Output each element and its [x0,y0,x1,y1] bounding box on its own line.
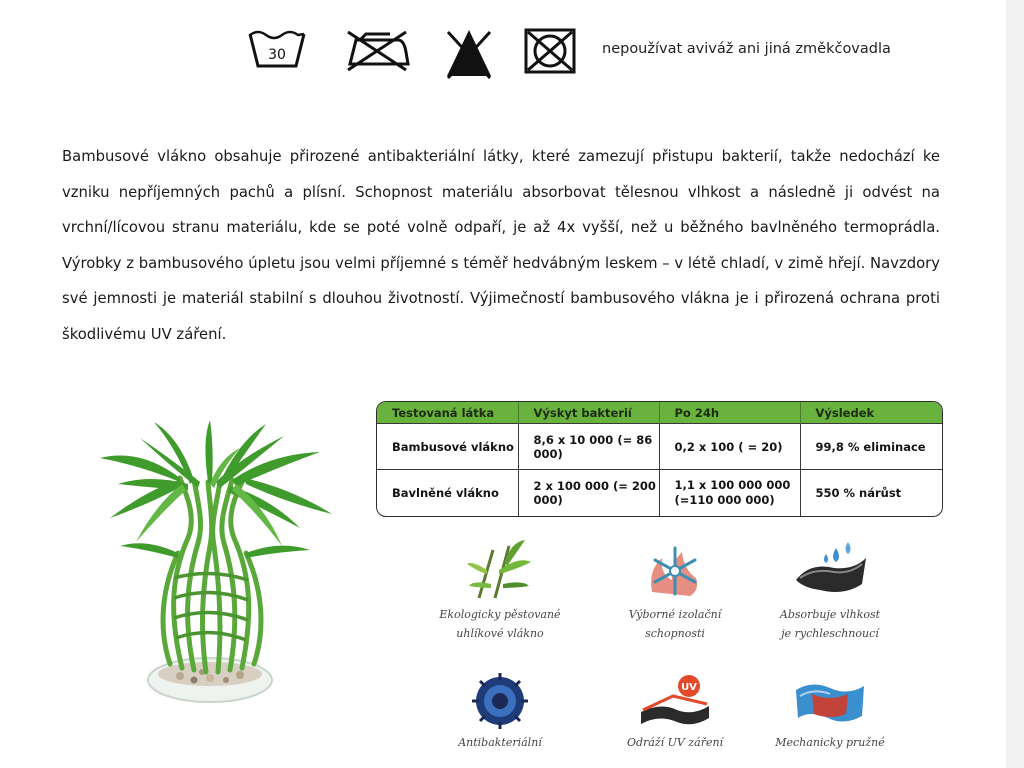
right-edge-strip [1006,0,1024,768]
feature-item [750,672,910,752]
table-cell: 550 % nárůst [800,470,942,516]
uv-shield-icon [637,672,713,730]
no-bleach-icon [444,26,494,80]
no-tumble-dry-icon [522,26,578,76]
table-header-cell: Výsledek [800,402,942,424]
table-cell: Bavlněné vlákno [377,470,518,516]
table-header-cell: Výskyt bakterií [518,402,659,424]
svg-text:30: 30 [268,47,286,63]
bamboo-plant-image [70,418,360,718]
feature-item [595,540,755,643]
elastic-fabric-icon [792,672,868,730]
care-symbols [246,26,926,82]
table-cell: 0,2 x 100 ( = 20) [659,424,800,470]
feature-label: Výborné izolační schopnosti [628,608,722,640]
feature-item [750,540,910,643]
table-row [377,470,942,516]
svg-text:UV: UV [681,682,697,693]
table-cell: 8,6 x 10 000 (= 86 000) [518,424,659,470]
care-note: nepoužívat aviváž ani jiná změkčovadla [602,41,891,57]
description-paragraph: Bambusové vlákno obsahuje přirozené antibakteriální látky, které zamezují přistupu bakterií, takže nedochází ke vzniku nepříjemných pachů a plísní. Schopnost materiálu absorbovat tělesnou vlhkost a následně ji odvést na vrchní/lícovou stranu materiálu, kde se poté volně odpaří, je až 4x vyšší, než u běžného bavlněného termoprádla. Výrobky z bambusového úpletu jsou velmi příjemné s téměř hedvábným leskem – v létě chladí, v zimě hřejí. Navzdory své jemnosti je materiál stabilní s dlouhou životností. Výjimečností bambusového vlákna je i přirozená ochrana proti škodlivému UV záření. [62,148,940,343]
table-row [377,424,942,470]
no-iron-icon [342,26,412,74]
snowflake-flame-icon [640,540,710,602]
table-cell: Bambusové vlákno [377,424,518,470]
feature-label: Antibakteriální [458,736,542,749]
feature-label: Odráží UV záření [626,736,724,749]
bacteria-test-table [376,401,943,517]
table-cell: 99,8 % eliminace [800,424,942,470]
feature-label: Mechanicky pružné [775,736,885,749]
feature-grid [420,540,930,760]
table-cell: 2 x 100 000 (= 200 000) [518,470,659,516]
wash-30-icon [246,26,308,74]
feature-item [420,672,580,752]
feature-label: Ekologicky pěstované uhlíkové vlákno [439,608,561,640]
moisture-absorb-icon [790,540,870,602]
table-header-cell: Po 24h [659,402,800,424]
bamboo-leaf-icon [465,540,535,602]
antibacterial-icon [467,672,533,730]
feature-item [420,540,580,643]
table-header-cell: Testovaná látka [377,402,518,424]
table-header-row [377,402,942,424]
feature-label: Absorbuje vlhkost je rychleschnoucí [779,608,881,640]
table-cell: 1,1 x 100 000 000 (=110 000 000) [659,470,800,516]
feature-item [595,672,755,752]
